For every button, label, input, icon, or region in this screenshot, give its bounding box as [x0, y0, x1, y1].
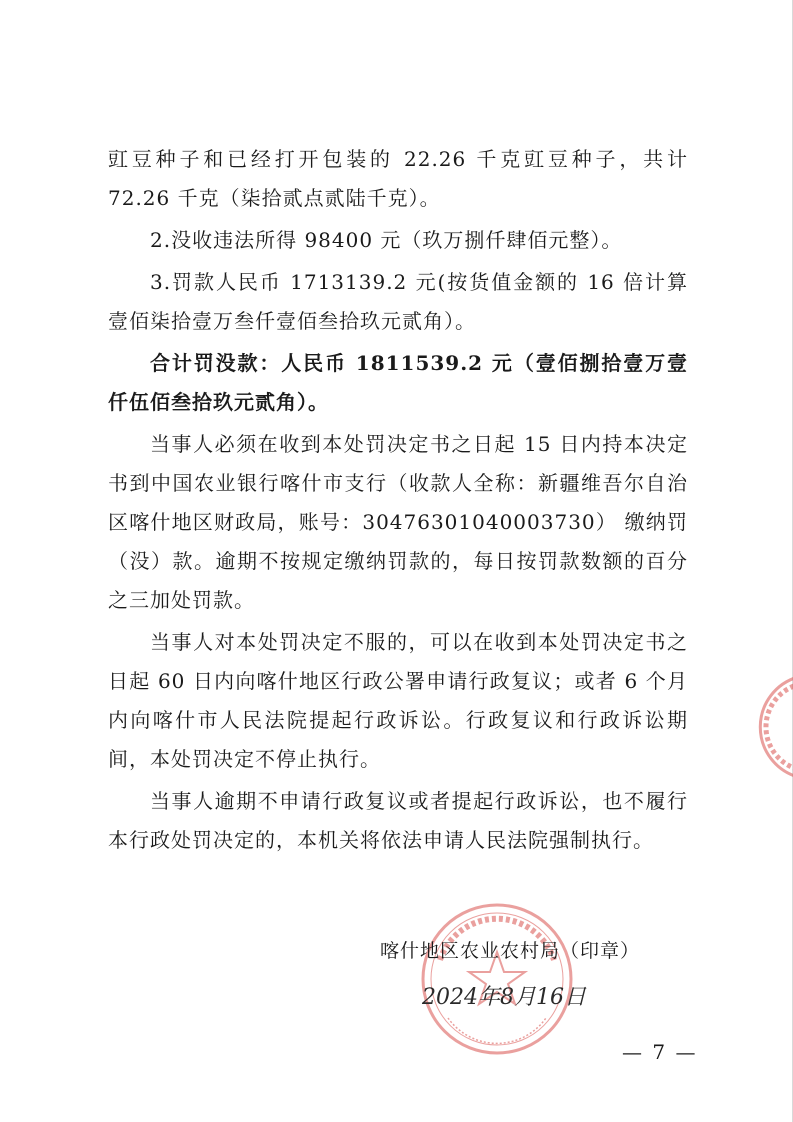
page-number: — 7 — [622, 1040, 698, 1064]
paragraph-enforcement: 当事人逾期不申请行政复议或者提起行政诉讼，也不履行本行政处罚决定的，本机关将依法申请人民法院强制执行。 [108, 789, 688, 852]
official-seal-icon [418, 900, 576, 1058]
partial-seal-icon [748, 672, 793, 782]
paragraph-fine: 3.罚款人民币 1713139.2 元(按货值金额的 16 倍计算壹佰柒拾壹万叁仟壹佰叁拾玖元贰角）。 [108, 270, 688, 333]
paragraph-confiscate-income: 2.没收违法所得 98400 元（玖万捌仟肆佰元整）。 [150, 228, 623, 252]
signing-date: 2024年8月16日 [422, 985, 586, 1010]
document-body [108, 140, 688, 863]
issuer-signature: 喀什地区农业农村局（印章） [380, 940, 641, 962]
paragraph-continuation: 豇豆种子和已经打开包装的 22.26 千克豇豆种子，共计 72.26 千克（柒拾贰点贰陆千克）。 [108, 147, 688, 210]
paragraph-total-penalty: 合计罚没款：人民币 1811539.2 元（壹佰捌拾壹万壹仟伍佰叁拾玖元贰角）。 [108, 351, 688, 414]
paragraph-appeal-rights: 当事人对本处罚决定不服的，可以在收到本处罚决定书之日起 60 日内向喀什地区行政公署申请行政复议；或者 6 个月内向喀什市人民法院提起行政诉讼。行政复议和行政诉讼期间，本处罚决定不停止执行。 [108, 630, 688, 771]
paragraph-payment-instructions: 当事人必须在收到本处罚决定书之日起 15 日内持本决定书到中国农业银行喀什市支行（收款人全称：新疆维吾尔自治区喀什地区财政局，账号：30476301040003730） 缴纳罚（没）款。逾期不按规定缴纳罚款的，每日按罚款数额的百分之三加处罚款。 [108, 432, 688, 612]
